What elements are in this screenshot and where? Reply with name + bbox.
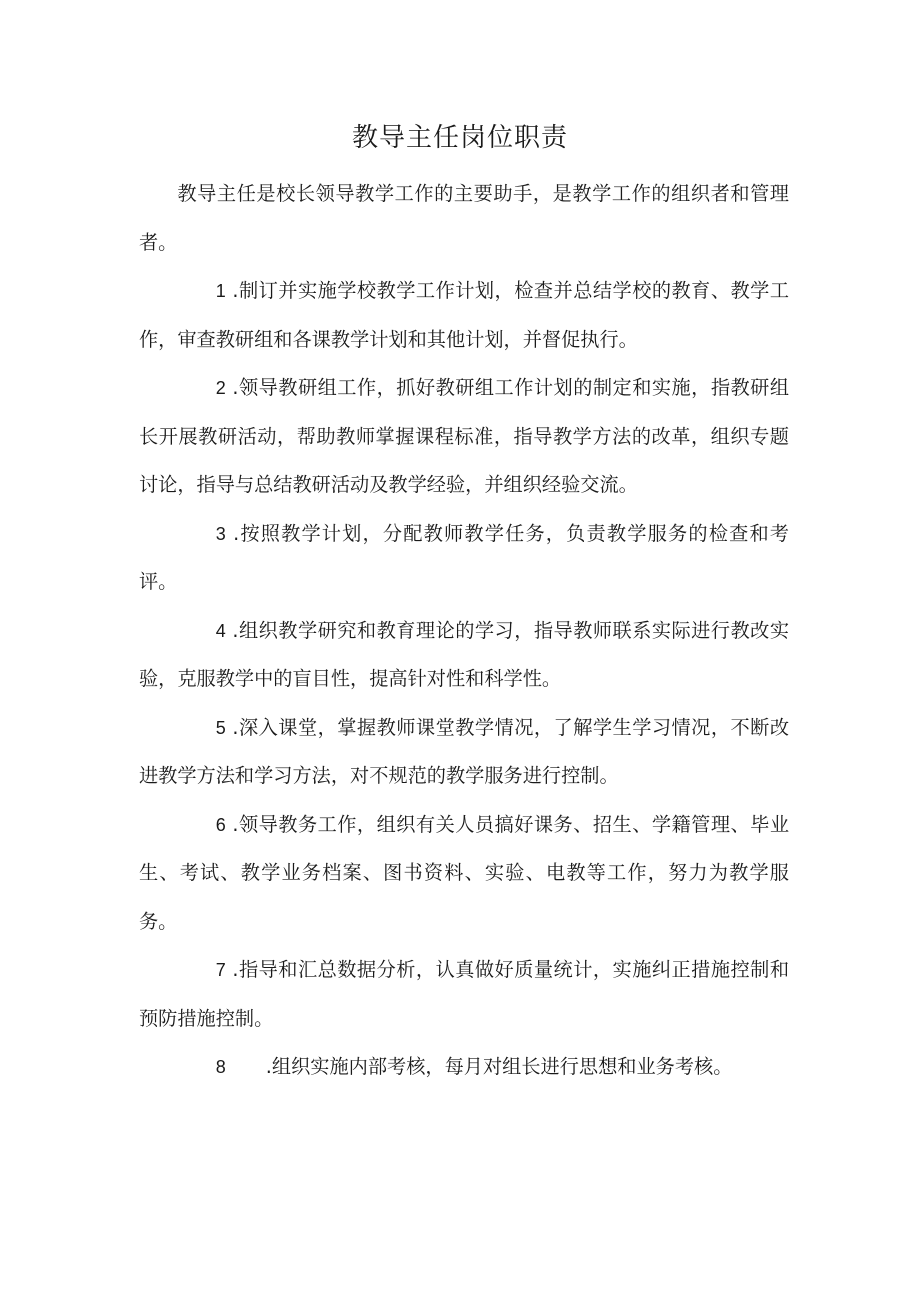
item-separator: . xyxy=(225,279,239,302)
item-number: 3 xyxy=(215,523,226,544)
duty-item-1 xyxy=(139,267,789,364)
item-text: 深入课堂，掌握教师课堂教学情况，了解学生学习情况，不断改进教学方法和学习方法，对不规范的教学服务进行控制。 xyxy=(139,715,790,787)
duty-item-7 xyxy=(139,946,789,1043)
item-number: 6 xyxy=(215,814,226,835)
item-number: 1 xyxy=(215,281,226,301)
duty-item-3 xyxy=(139,510,789,607)
item-number: 8 xyxy=(215,1057,226,1077)
document-title: 教导主任岗位职责 xyxy=(351,123,568,153)
intro-paragraph: 教导主任是校长领导教学工作的主要助手，是教学工作的组织者和管理者。 xyxy=(139,182,789,254)
item-separator: . xyxy=(225,376,239,399)
duty-item-5 xyxy=(139,704,789,801)
item-text: 按照教学计划，分配教师教学任务，负责教学服务的检查和考评。 xyxy=(139,521,789,593)
item-separator: . xyxy=(225,958,239,981)
item-number: 4 xyxy=(215,620,226,641)
item-number: 2 xyxy=(215,378,226,398)
item-separator: . xyxy=(225,812,239,836)
document-body xyxy=(139,170,789,1092)
item-text: 领导教研组工作，抓好教研组工作计划的制定和实施，指教研组长开展教研活动，帮助教师掌握课程标准，指导教学方法的改革，组织专题讨论，指导与总结教研活动及教学经验，并组织经验交流。 xyxy=(139,376,790,496)
item-text: 组织实施内部考核，每月对组长进行思想和业务考核。 xyxy=(271,1055,733,1078)
item-number: 7 xyxy=(215,960,226,980)
duty-item-4 xyxy=(139,607,789,704)
item-text: 组织教学研究和教育理论的学习，指导教师联系实际进行教改实验，克服教学中的盲目性，提高针对性和科学性。 xyxy=(139,618,790,690)
item-separator: . xyxy=(265,1055,272,1078)
item-number: 5 xyxy=(215,717,226,738)
item-text: 领导教务工作，组织有关人员搞好课务、招生、学籍管理、毕业生、考试、教学业务档案、图书资料、实验、电教等工作，努力为教学服务。 xyxy=(139,812,790,933)
duty-item-6 xyxy=(139,801,789,947)
item-text: 指导和汇总数据分析，认真做好质量统计，实施纠正措施控制和预防措施控制。 xyxy=(139,958,790,1030)
duty-item-2 xyxy=(139,364,789,510)
item-text: 制订并实施学校教学工作计划，检查并总结学校的教育、教学工作，审查教研组和各课教学计划和其他计划，并督促执行。 xyxy=(139,279,790,351)
item-separator: . xyxy=(225,715,239,739)
duty-item-8 xyxy=(139,1043,789,1092)
item-separator: . xyxy=(225,618,239,642)
item-separator: . xyxy=(225,521,240,545)
